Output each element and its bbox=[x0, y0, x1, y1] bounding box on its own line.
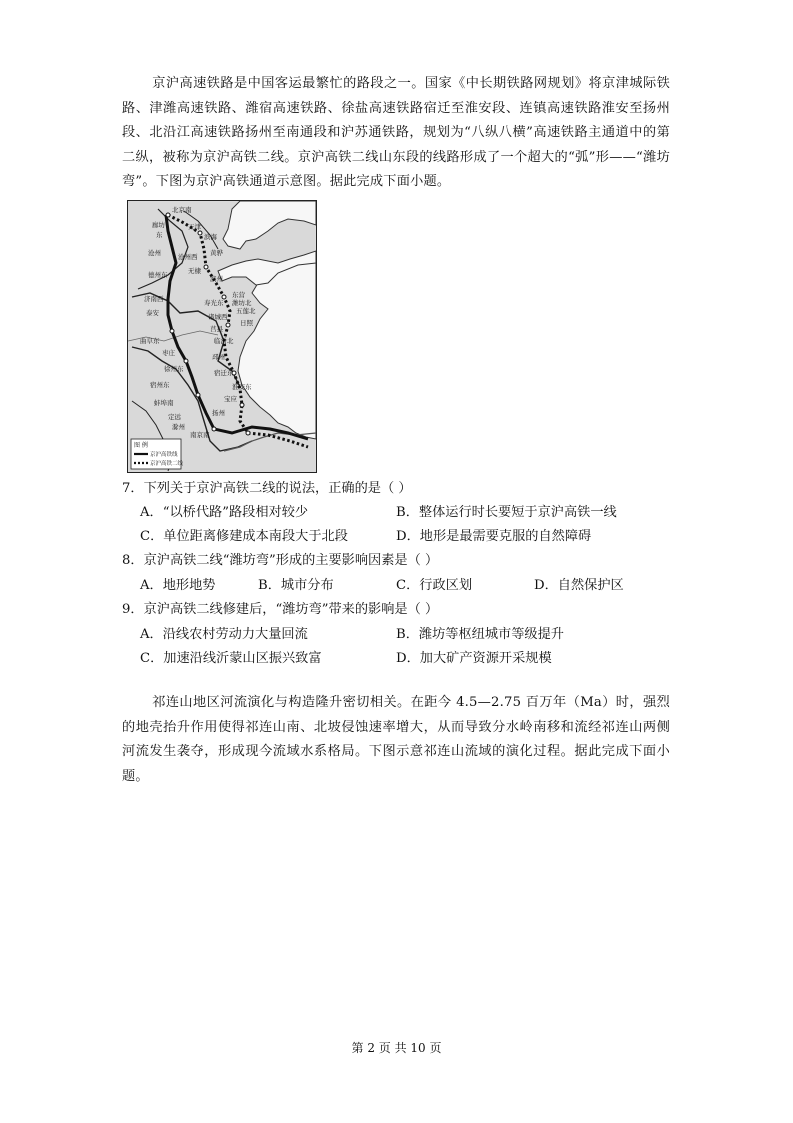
question-8-option-c[interactable]: C．行政区划 bbox=[396, 578, 473, 593]
legend-title: 图 例 bbox=[134, 442, 148, 449]
map-label: 宿州东 bbox=[150, 381, 170, 389]
map-label: 枣庄 bbox=[162, 349, 175, 357]
map-label: 南京南 bbox=[190, 431, 210, 439]
passage-2 bbox=[122, 691, 670, 789]
map-label: 日照 bbox=[240, 319, 253, 327]
map-label: 无棣 bbox=[188, 267, 201, 275]
map-label: 淮安东 bbox=[232, 383, 252, 391]
map-label: 沧州西 bbox=[178, 253, 198, 261]
question-8-stem: 8．京沪高铁二线“潍坊弯”形成的主要影响因素是（ ） bbox=[122, 553, 439, 568]
page-footer: 第 2 页 共 10 页 bbox=[351, 1041, 442, 1055]
map-label: 滨海 bbox=[204, 233, 217, 241]
question-9-option-a[interactable]: A．沿线农村劳动力大量回流 bbox=[140, 627, 308, 642]
map-label: 沧州 bbox=[148, 249, 161, 257]
map-label: 诸城西 bbox=[208, 313, 228, 321]
passage-1 bbox=[122, 72, 670, 195]
map-label: 宝应 bbox=[224, 395, 237, 403]
question-7-option-a[interactable]: A．“以桥代路”路段相对较少 bbox=[140, 505, 309, 520]
question-8-option-d[interactable]: D．自然保护区 bbox=[534, 578, 624, 593]
map-label: 黄骅 bbox=[210, 249, 223, 257]
map-label: 寿光东 bbox=[204, 299, 224, 307]
question-8-option-b[interactable]: B．城市分布 bbox=[258, 578, 334, 593]
map-label: 滨州 bbox=[210, 275, 223, 283]
passage-1-text: 京沪高速铁路是中国客运最繁忙的路段之一。国家《中长期铁路网规划》将京津城际铁路、津潍高速铁路、潍宿高速铁路、徐盐高速铁路宿迁至淮安段、连镇高速铁路淮安至扬州段、北沿江高速铁路扬州至南通段和沪苏通铁路，规划为“八纵八横”高速铁路主通道中的第二纵，被称为京沪高铁二线。京沪高铁二线山东段的线路形成了一个超大的“弧”形——“潍坊弯”。下图为京沪高铁通道示意图。据此完成下面小题。 bbox=[122, 76, 670, 189]
map-label: 扬州 bbox=[212, 409, 225, 417]
map-label: 滁州 bbox=[172, 423, 185, 431]
question-7-stem: 7．下列关于京沪高铁二线的说法，正确的是（ ） bbox=[122, 481, 412, 496]
question-7-option-d[interactable]: D．地形是最需要克服的自然障碍 bbox=[396, 529, 592, 544]
map-label: 德州东 bbox=[148, 271, 168, 279]
question-9-stem: 9．京沪高铁二线修建后，“潍坊弯”带来的影响是（ ） bbox=[122, 602, 439, 617]
map-label: 蚌埠南 bbox=[154, 399, 174, 407]
map-label: 定远 bbox=[168, 413, 181, 421]
map-label: 泰安 bbox=[146, 309, 159, 317]
map-label: 临沂北 bbox=[214, 337, 234, 345]
map-label: 莒县 bbox=[210, 325, 223, 333]
question-7-option-c[interactable]: C．单位距离修建成本南段大于北段 bbox=[140, 529, 348, 544]
map-label: 廊坊 bbox=[152, 221, 165, 229]
railway-map bbox=[127, 200, 317, 473]
map-label: 曲阜东 bbox=[140, 337, 160, 345]
map-label: 徐州东 bbox=[164, 365, 184, 373]
question-9-option-b[interactable]: B．潍坊等枢纽城市等级提升 bbox=[396, 627, 564, 642]
map-label: 东营 bbox=[232, 291, 245, 299]
map-label: 邳州 bbox=[212, 353, 225, 361]
legend-item-1: 京沪高铁线 bbox=[150, 452, 178, 458]
railway-map-svg bbox=[128, 201, 316, 472]
map-label: 济南西 bbox=[144, 295, 164, 303]
question-9-option-c[interactable]: C．加速沿线沂蒙山区振兴致富 bbox=[140, 651, 322, 666]
question-9-option-d[interactable]: D．加大矿产资源开采规模 bbox=[396, 651, 552, 666]
question-8-option-a[interactable]: A．地形地势 bbox=[140, 578, 216, 593]
map-label: 宿迁东 bbox=[214, 369, 234, 377]
legend-item-2: 京沪高铁二线 bbox=[150, 461, 184, 467]
map-label: 东 bbox=[156, 231, 163, 239]
map-label: 五莲北 bbox=[236, 307, 256, 315]
passage-2-text: 祁连山地区河流演化与构造隆升密切相关。在距今 4.5—2.75 百万年（Ma）时，强烈的地壳抬升作用使得祁连山南、北坡侵蚀速率增大，从而导致分水岭南移和流经祁连山两侧河流发生袭夺，形成现今流域水系格局。下图示意祁连山流域的演化过程。据此完成下面小题。 bbox=[122, 695, 670, 784]
map-label: 北京南 bbox=[172, 206, 192, 214]
question-7-option-b[interactable]: B．整体运行时长要短于京沪高铁一线 bbox=[396, 505, 617, 520]
map-label: 潍坊北 bbox=[232, 299, 252, 307]
map-label: 天津 bbox=[188, 223, 201, 231]
